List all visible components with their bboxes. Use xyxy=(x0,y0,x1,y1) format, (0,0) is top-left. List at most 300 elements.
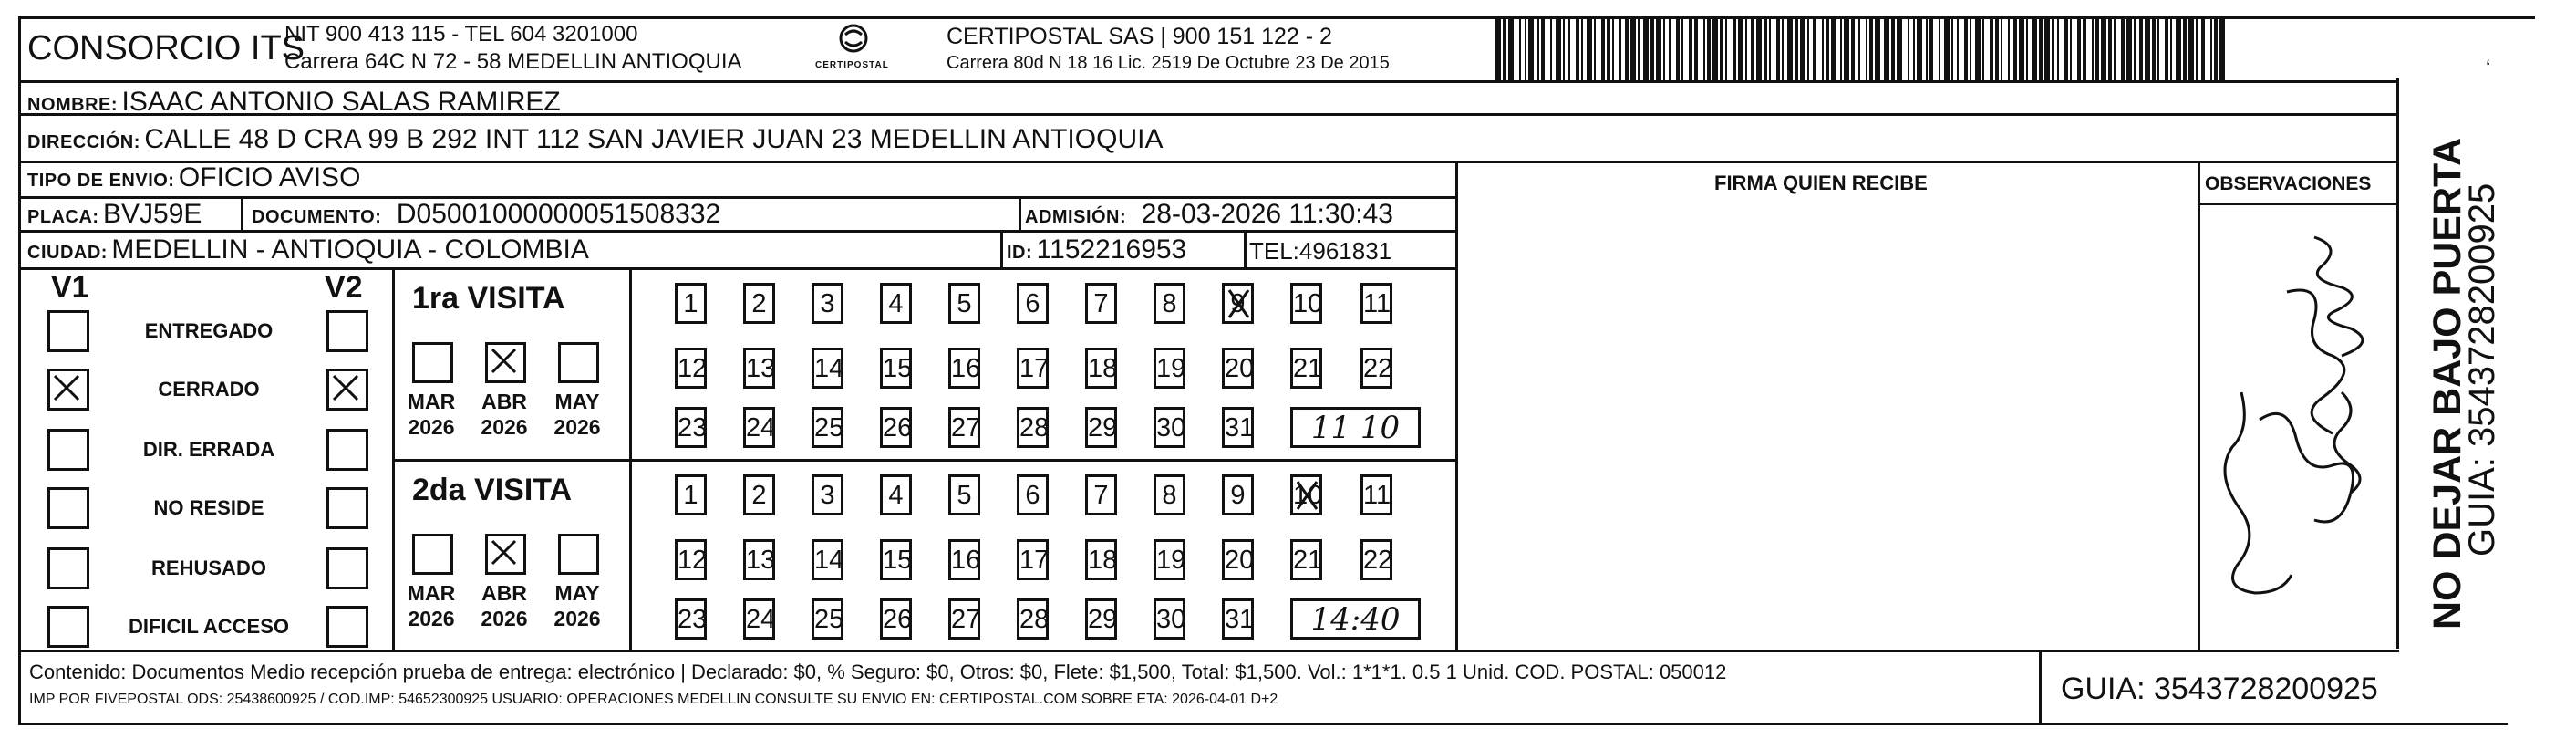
row-line-6 xyxy=(18,267,1455,270)
day-cell[interactable] xyxy=(1085,539,1117,580)
status-label: REHUSADO xyxy=(151,557,266,579)
barcode-bar xyxy=(1975,18,1981,82)
month-name: ABR xyxy=(481,390,527,413)
day-number: 14 xyxy=(814,354,844,383)
v1-checkbox[interactable] xyxy=(47,487,89,529)
barcode-bar xyxy=(1917,18,1922,82)
v1-checkbox[interactable] xyxy=(47,547,89,589)
visit-title: 1ra VISITA xyxy=(412,281,565,316)
sep-firma xyxy=(1455,161,1458,651)
row-line-footer xyxy=(18,650,2399,652)
barcode-bar xyxy=(1926,18,1928,82)
month-label xyxy=(545,389,609,440)
barcode-bar xyxy=(1601,18,1605,82)
day-cell[interactable] xyxy=(948,348,980,389)
day-cell[interactable] xyxy=(880,539,912,580)
day-number: 9 xyxy=(1230,481,1246,510)
tipo-label: TIPO DE ENVIO: xyxy=(27,171,175,191)
day-number: 23 xyxy=(678,413,708,442)
month-year: 2026 xyxy=(553,415,601,439)
barcode-bar xyxy=(2121,18,2125,82)
barcode-bar xyxy=(1964,18,1968,82)
day-cell[interactable] xyxy=(1360,283,1392,324)
barcode-bar xyxy=(1800,18,1805,82)
barcode-bar xyxy=(1576,18,1579,82)
day-cell[interactable] xyxy=(1085,348,1117,389)
handwritten-time-box[interactable]: 14:40 xyxy=(1290,598,1421,640)
day-number: 17 xyxy=(1019,546,1050,575)
barcode-bar xyxy=(1663,18,1665,82)
barcode-bar xyxy=(1795,18,1798,82)
day-number: 13 xyxy=(746,354,776,383)
day-number: 24 xyxy=(746,413,776,442)
barcode-bar xyxy=(2108,18,2112,82)
month-checkbox[interactable] xyxy=(485,534,526,575)
day-number: 29 xyxy=(1088,605,1118,634)
firma-header: FIRMA QUIEN RECIBE xyxy=(1714,172,1928,194)
day-cell[interactable] xyxy=(812,539,843,580)
barcode-bar xyxy=(1745,18,1747,82)
tel-label: TEL: xyxy=(1249,237,1299,265)
day-cell[interactable] xyxy=(1222,407,1254,448)
month-name: MAY xyxy=(554,581,600,605)
month-checkbox[interactable] xyxy=(485,342,526,383)
month-year: 2026 xyxy=(553,607,601,630)
barcode-bar xyxy=(1858,18,1860,82)
day-cell[interactable] xyxy=(880,407,912,448)
day-number: 23 xyxy=(678,605,708,634)
day-cell[interactable] xyxy=(812,283,843,324)
row-line-5 xyxy=(18,230,1455,233)
barcode-bar xyxy=(1951,18,1953,82)
nombre-row xyxy=(27,87,561,118)
day-cell[interactable] xyxy=(1017,283,1049,324)
corner-mark: ʻ xyxy=(2486,57,2491,81)
month-year: 2026 xyxy=(408,607,455,630)
day-number: 11 xyxy=(1363,481,1391,510)
barcode-bar xyxy=(1694,18,1698,82)
month-checkbox[interactable] xyxy=(558,342,599,383)
month-name: ABR xyxy=(481,581,527,605)
barcode-bar xyxy=(2196,18,2198,82)
day-number: 26 xyxy=(883,605,913,634)
day-cell[interactable] xyxy=(1017,407,1049,448)
day-cell[interactable] xyxy=(880,598,912,640)
day-number: 7 xyxy=(1093,481,1109,510)
day-number: 28 xyxy=(1019,605,1050,634)
barcode-bar xyxy=(1733,18,1736,82)
day-number: 31 xyxy=(1225,413,1255,442)
day-cell[interactable] xyxy=(1360,348,1392,389)
admision-value: 28-03-2026 11:30:43 xyxy=(1141,199,1393,229)
day-cell[interactable] xyxy=(880,348,912,389)
barcode-bar xyxy=(1725,18,1727,82)
v2-checkbox[interactable] xyxy=(326,310,368,352)
v1-checkbox[interactable] xyxy=(47,369,89,411)
barcode-bar xyxy=(1508,18,1514,82)
barcode-bar xyxy=(1787,18,1793,82)
barcode-bar xyxy=(1884,18,1889,82)
visit-title: 2da VISITA xyxy=(412,473,573,507)
admision-label: ADMISIÓN: xyxy=(1025,207,1127,227)
barcode-bar xyxy=(1851,18,1855,82)
barcode-bar xyxy=(1813,18,1816,82)
frame-left-line xyxy=(18,16,21,725)
barcode-bar xyxy=(2219,18,2225,82)
barcode-bar xyxy=(1913,18,1915,82)
day-number: 5 xyxy=(957,481,972,510)
day-number: 10 xyxy=(1293,289,1323,318)
v2-checkbox[interactable] xyxy=(326,487,368,529)
day-cell[interactable] xyxy=(1085,283,1117,324)
day-number: 17 xyxy=(1019,354,1050,383)
barcode-bar xyxy=(1638,18,1640,82)
day-number: 19 xyxy=(1156,354,1186,383)
barcode-bar xyxy=(1594,18,1596,82)
day-cell[interactable] xyxy=(1290,348,1322,389)
month-label xyxy=(472,389,536,440)
barcode-bar xyxy=(1995,18,1999,82)
status-label: NO RESIDE xyxy=(153,496,264,519)
day-cell[interactable] xyxy=(1085,598,1117,640)
day-number: 25 xyxy=(814,605,844,634)
month-checkbox[interactable] xyxy=(412,342,453,383)
status-label: ENTREGADO xyxy=(144,319,274,342)
barcode-bar xyxy=(2114,18,2116,82)
day-cell[interactable] xyxy=(1017,539,1049,580)
day-cell[interactable] xyxy=(948,474,980,515)
barcode-bar xyxy=(1541,18,1545,82)
day-number: 14 xyxy=(814,546,844,575)
day-cell[interactable] xyxy=(1290,283,1322,324)
barcode-bar xyxy=(1568,18,1570,82)
direccion-value: CALLE 48 D CRA 99 B 292 INT 112 SAN JAVIER JUAN 23 MEDELLIN ANTIOQUIA xyxy=(144,124,1164,154)
day-cell[interactable] xyxy=(1360,539,1392,580)
x-mark-icon xyxy=(329,371,366,408)
day-cell[interactable] xyxy=(1222,283,1254,324)
day-cell[interactable] xyxy=(948,407,980,448)
row-line-1 xyxy=(18,80,2396,83)
month-label xyxy=(399,389,463,440)
visit-separator-line xyxy=(392,459,1455,462)
day-cell[interactable] xyxy=(948,598,980,640)
day-cell[interactable] xyxy=(1017,348,1049,389)
day-number: 15 xyxy=(883,546,913,575)
barcode-bar xyxy=(1944,18,1950,82)
day-number: 29 xyxy=(1088,413,1118,442)
day-number: 30 xyxy=(1156,413,1186,442)
day-number: 28 xyxy=(1019,413,1050,442)
company-name: CONSORCIO ITS xyxy=(27,29,305,68)
footer-contenido: Contenido: Documentos Medio recepción prueba de entrega: electrónico | Declarado: $0, % Seguro: $0, Otros: $0, Flete: $1,500, Total: $1,500. Vol.: 1*1*1. 0.5 1 Unid. COD. POSTAL: 050012 xyxy=(29,661,1727,683)
day-number: 6 xyxy=(1025,289,1040,318)
barcode-bar xyxy=(1869,18,1873,82)
footer-guia: GUIA: 3543728200925 xyxy=(2061,671,2378,706)
documento-value: D05001000000051508332 xyxy=(396,199,721,229)
month-year: 2026 xyxy=(481,607,528,630)
day-number: 27 xyxy=(951,413,981,442)
barcode-bar xyxy=(1525,18,1526,82)
barcode-bar xyxy=(2070,18,2072,82)
barcode-bar xyxy=(2165,18,2168,82)
barcode-bar xyxy=(1550,18,1552,82)
barcode xyxy=(1495,18,2225,82)
barcode-bar xyxy=(1607,18,1610,82)
v1-checkbox[interactable] xyxy=(47,429,89,471)
frame-right-line xyxy=(2396,78,2399,649)
day-cell[interactable] xyxy=(1154,474,1185,515)
day-number: 24 xyxy=(746,605,776,634)
day-number: 7 xyxy=(1093,289,1109,318)
day-cell[interactable] xyxy=(675,474,707,515)
day-cell[interactable] xyxy=(1017,598,1049,640)
barcode-bar xyxy=(1519,18,1521,82)
barcode-bar xyxy=(1681,18,1683,82)
documento-row xyxy=(252,199,720,230)
observaciones-header: OBSERVACIONES xyxy=(2205,173,2372,194)
day-cell[interactable] xyxy=(1017,474,1049,515)
day-cell[interactable] xyxy=(1360,474,1392,515)
day-cell[interactable] xyxy=(1222,539,1254,580)
status-label: CERRADO xyxy=(158,378,260,401)
tel-value: 4961831 xyxy=(1298,237,1392,265)
barcode-bar xyxy=(1738,18,1743,82)
direccion-label: DIRECCIÓN: xyxy=(27,132,140,152)
day-number: 2 xyxy=(751,481,767,510)
day-number: 22 xyxy=(1363,546,1393,575)
day-cell[interactable] xyxy=(880,474,912,515)
barcode-bar xyxy=(2201,18,2205,82)
day-cell[interactable] xyxy=(1085,474,1117,515)
day-cell[interactable] xyxy=(812,348,843,389)
day-number: 6 xyxy=(1025,481,1040,510)
month-label xyxy=(399,580,463,631)
day-number: 15 xyxy=(883,354,913,383)
day-cell[interactable] xyxy=(675,539,707,580)
day-number: 11 xyxy=(1363,289,1391,318)
barcode-bar xyxy=(2013,18,2017,82)
month-name: MAR xyxy=(407,390,456,413)
barcode-bar xyxy=(1831,18,1836,82)
day-cell[interactable] xyxy=(1154,598,1185,640)
day-cell[interactable] xyxy=(1290,474,1322,515)
month-name: MAY xyxy=(554,390,600,413)
v2-label: V2 xyxy=(325,270,363,305)
day-cell[interactable] xyxy=(1222,348,1254,389)
day-cell[interactable] xyxy=(1154,539,1185,580)
barcode-bar xyxy=(1581,18,1583,82)
day-cell[interactable] xyxy=(1222,474,1254,515)
day-cell[interactable] xyxy=(1154,348,1185,389)
row-line-3 xyxy=(18,161,2396,163)
v2-checkbox[interactable] xyxy=(326,606,368,648)
day-cell[interactable] xyxy=(948,539,980,580)
day-cell[interactable] xyxy=(675,283,707,324)
barcode-bar xyxy=(1707,18,1711,82)
barcode-bar xyxy=(1689,18,1692,82)
barcode-bar xyxy=(1643,18,1649,82)
company-address: Carrera 64C N 72 - 58 MEDELLIN ANTIOQUIA xyxy=(284,49,742,74)
barcode-bar xyxy=(1908,18,1909,82)
day-number: 12 xyxy=(678,546,708,575)
barcode-bar xyxy=(2026,18,2028,82)
day-number: 4 xyxy=(888,289,904,318)
day-number: 27 xyxy=(951,605,981,634)
observaciones-handwriting xyxy=(2205,210,2387,639)
barcode-bar xyxy=(2126,18,2132,82)
day-cell[interactable] xyxy=(1085,407,1117,448)
month-checkbox[interactable] xyxy=(558,534,599,575)
direccion-row xyxy=(27,124,1163,155)
x-mark-icon xyxy=(488,536,523,572)
sep-footer-guia xyxy=(2039,650,2042,723)
barcode-graphic xyxy=(1495,18,2225,82)
day-number: 1 xyxy=(683,289,698,318)
v2-checkbox[interactable] xyxy=(326,369,368,411)
barcode-bar xyxy=(2008,18,2010,82)
barcode-bar xyxy=(1650,18,1654,82)
firma-header-line xyxy=(2198,203,2396,205)
barcode-bar xyxy=(2214,18,2218,82)
day-number: 8 xyxy=(1162,289,1177,318)
barcode-bar xyxy=(1875,18,1880,82)
barcode-bar xyxy=(1495,18,1501,82)
footer-imp: IMP POR FIVEPOSTAL ODS: 25438600925 / COD.IMP: 54652300925 USUARIO: OPERACIONES MEDELLIN CONSULTE SU ENVIO EN: CERTIPOSTAL.COM SOBRE ETA: 2026-04-01 D+2 xyxy=(29,692,1278,707)
barcode-bar xyxy=(2032,18,2037,82)
barcode-bar xyxy=(2095,18,2099,82)
placa-label: PLACA: xyxy=(27,207,99,227)
barcode-bar xyxy=(1528,18,1534,82)
barcode-bar xyxy=(1676,18,1680,82)
id-label: ID: xyxy=(1007,243,1033,263)
day-cell[interactable] xyxy=(812,598,843,640)
day-number: 8 xyxy=(1162,481,1177,510)
day-cell[interactable] xyxy=(743,283,775,324)
day-number: 16 xyxy=(951,354,981,383)
day-number: 26 xyxy=(883,413,913,442)
day-cell[interactable] xyxy=(812,407,843,448)
barcode-bar xyxy=(1537,18,1539,82)
sep-admision xyxy=(1019,196,1021,231)
barcode-bar xyxy=(1625,18,1629,82)
barcode-bar xyxy=(1751,18,1754,82)
barcode-bar xyxy=(1720,18,1723,82)
barcode-bar xyxy=(2176,18,2181,82)
month-label xyxy=(472,580,536,631)
v2-checkbox[interactable] xyxy=(326,429,368,471)
barcode-bar xyxy=(1897,18,1902,82)
day-number: 10 xyxy=(1293,481,1323,510)
day-number: 13 xyxy=(746,546,776,575)
barcode-bar xyxy=(2157,18,2159,82)
barcode-bar xyxy=(1822,18,1824,82)
day-number: 12 xyxy=(678,354,708,383)
barcode-bar xyxy=(2145,18,2150,82)
ciudad-label: CIUDAD: xyxy=(27,243,108,263)
barcode-bar xyxy=(1929,18,1933,82)
barcode-bar xyxy=(2001,18,2002,82)
sep-placa xyxy=(241,196,243,231)
day-cell[interactable] xyxy=(743,539,775,580)
nombre-label: NOMBRE: xyxy=(27,95,119,115)
x-mark-icon xyxy=(1293,477,1325,517)
barcode-bar xyxy=(1712,18,1718,82)
barcode-bar xyxy=(2170,18,2172,82)
v1-checkbox[interactable] xyxy=(47,606,89,648)
day-cell[interactable] xyxy=(743,407,775,448)
documento-label: DOCUMENTO: xyxy=(252,207,382,227)
barcode-bar xyxy=(1563,18,1565,82)
status-label: DIFICIL ACCESO xyxy=(128,615,289,638)
day-number: 19 xyxy=(1156,546,1186,575)
day-number: 21 xyxy=(1293,546,1323,575)
barcode-bar xyxy=(1612,18,1614,82)
day-cell[interactable] xyxy=(675,407,707,448)
month-checkbox[interactable] xyxy=(412,534,453,575)
barcode-bar xyxy=(1782,18,1784,82)
day-number: 18 xyxy=(1088,546,1118,575)
day-cell[interactable] xyxy=(948,283,980,324)
side-guia: GUIA: 3543728200925 xyxy=(2462,182,2502,557)
carrier-license: Carrera 80d N 18 16 Lic. 2519 De Octubre 23 De 2015 xyxy=(947,53,1390,73)
day-cell[interactable] xyxy=(1290,539,1322,580)
barcode-bar xyxy=(1587,18,1592,82)
company-nit: NIT 900 413 115 - TEL 604 3201000 xyxy=(284,22,638,47)
day-cell[interactable] xyxy=(812,474,843,515)
month-label xyxy=(545,580,609,631)
day-cell[interactable] xyxy=(1154,407,1185,448)
handwritten-time-box[interactable]: 11 10 xyxy=(1290,407,1421,448)
tipo-row xyxy=(27,162,360,193)
v1-label: V1 xyxy=(51,270,89,305)
day-cell[interactable] xyxy=(1222,598,1254,640)
barcode-bar xyxy=(2057,18,2059,82)
sep-tel xyxy=(1244,230,1247,267)
barcode-bar xyxy=(2052,18,2054,82)
x-mark-icon xyxy=(488,345,523,380)
day-cell[interactable] xyxy=(675,348,707,389)
day-cell[interactable] xyxy=(743,598,775,640)
barcode-bar xyxy=(1891,18,1895,82)
barcode-bar xyxy=(1866,18,1867,82)
day-number: 4 xyxy=(888,481,904,510)
v1-checkbox[interactable] xyxy=(47,310,89,352)
day-cell[interactable] xyxy=(675,598,707,640)
day-number: 3 xyxy=(820,481,835,510)
day-cell[interactable] xyxy=(743,348,775,389)
day-number: 9 xyxy=(1230,289,1246,318)
x-mark-icon xyxy=(1225,286,1257,326)
day-cell[interactable] xyxy=(880,283,912,324)
day-number: 2 xyxy=(751,289,767,318)
day-cell[interactable] xyxy=(743,474,775,515)
barcode-bar xyxy=(2044,18,2050,82)
day-number: 3 xyxy=(820,289,835,318)
side-warning: NO DEJAR BAJO PUERTA xyxy=(2426,137,2469,630)
barcode-bar xyxy=(2064,18,2068,82)
admision-row xyxy=(1025,199,1393,230)
barcode-bar xyxy=(1764,18,1767,82)
sep-id xyxy=(1000,230,1003,267)
v2-checkbox[interactable] xyxy=(326,547,368,589)
day-number: 16 xyxy=(951,546,981,575)
day-number: 30 xyxy=(1156,605,1186,634)
barcode-bar xyxy=(1769,18,1771,82)
barcode-bar xyxy=(1630,18,1636,82)
day-cell[interactable] xyxy=(1154,283,1185,324)
barcode-bar xyxy=(1703,18,1705,82)
day-number: 25 xyxy=(814,413,844,442)
